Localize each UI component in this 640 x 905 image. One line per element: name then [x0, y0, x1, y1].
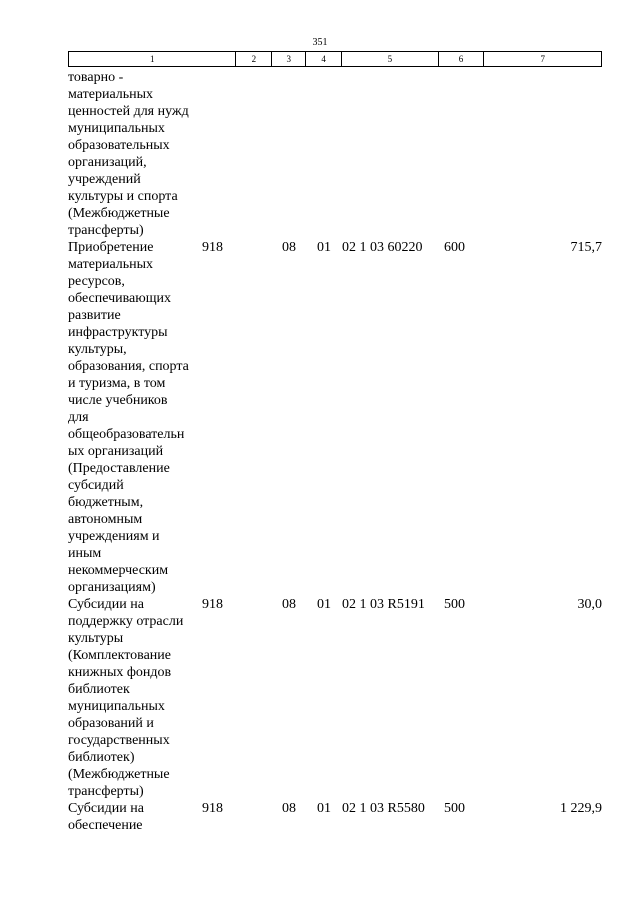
row-col-6 [444, 69, 488, 239]
row-col-6: 500 [444, 801, 465, 816]
row-col-7: 715,7 [570, 240, 602, 255]
row-col-3: 08 [282, 597, 296, 612]
row-name-cell: товарно - материальных ценностей для нужд муниципальных образовательных организаций, учреждений культуры и спорта (Межбюджетные трансферты) [68, 70, 189, 238]
row-col-5: 02 1 03 R5191 [342, 597, 425, 612]
table-row [68, 69, 602, 239]
table-row [68, 596, 602, 800]
table-row [68, 239, 602, 596]
row-col-6: 500 [444, 597, 465, 612]
row-col-4: 01 [317, 801, 331, 816]
header-col-4: 4 [306, 52, 342, 66]
row-col-5: 02 1 03 60220 [342, 240, 423, 255]
row-col-3: 08 [282, 801, 296, 816]
row-col-3 [272, 69, 306, 239]
row-col-7: 30,0 [577, 597, 602, 612]
row-name-cell: Приобретение материальных ресурсов, обеспечивающих развитие инфраструктуры культуры, образования, спорта и туризма, в том числе учебников для общеобразовательн ых организаций (Предоставление субсидий бюджетным, автономным учреждениям и иным некоммерческим организациям) [68, 240, 189, 595]
table-header [68, 51, 602, 67]
table-body [68, 69, 602, 834]
row-col-2 [202, 69, 272, 239]
row-name-cell: Субсидии на поддержку отрасли культуры (Комплектование книжных фондов библиотек муниципальных образований и государственных библиотек) (Межбюджетные трансферты) [68, 597, 184, 799]
header-col-3: 3 [272, 52, 306, 66]
header-col-5: 5 [342, 52, 439, 66]
row-col-5: 02 1 03 R5580 [342, 801, 425, 816]
header-col-2: 2 [236, 52, 272, 66]
row-name-cell: Субсидии на обеспечение [68, 801, 144, 833]
table-row [68, 800, 602, 834]
row-col-7 [488, 69, 602, 239]
row-col-2: 918 [202, 597, 223, 612]
row-col-6: 600 [444, 240, 465, 255]
row-col-2: 918 [202, 240, 223, 255]
row-col-2: 918 [202, 801, 223, 816]
header-col-6: 6 [439, 52, 485, 66]
row-col-7: 1 229,9 [560, 801, 602, 816]
header-col-7: 7 [540, 54, 545, 64]
row-col-4: 01 [317, 240, 331, 255]
header-col-1: 1 [69, 52, 236, 66]
row-col-4 [306, 69, 342, 239]
row-col-3: 08 [282, 240, 296, 255]
row-col-5 [342, 69, 444, 239]
page-number: 351 [312, 37, 328, 48]
row-col-4: 01 [317, 597, 331, 612]
